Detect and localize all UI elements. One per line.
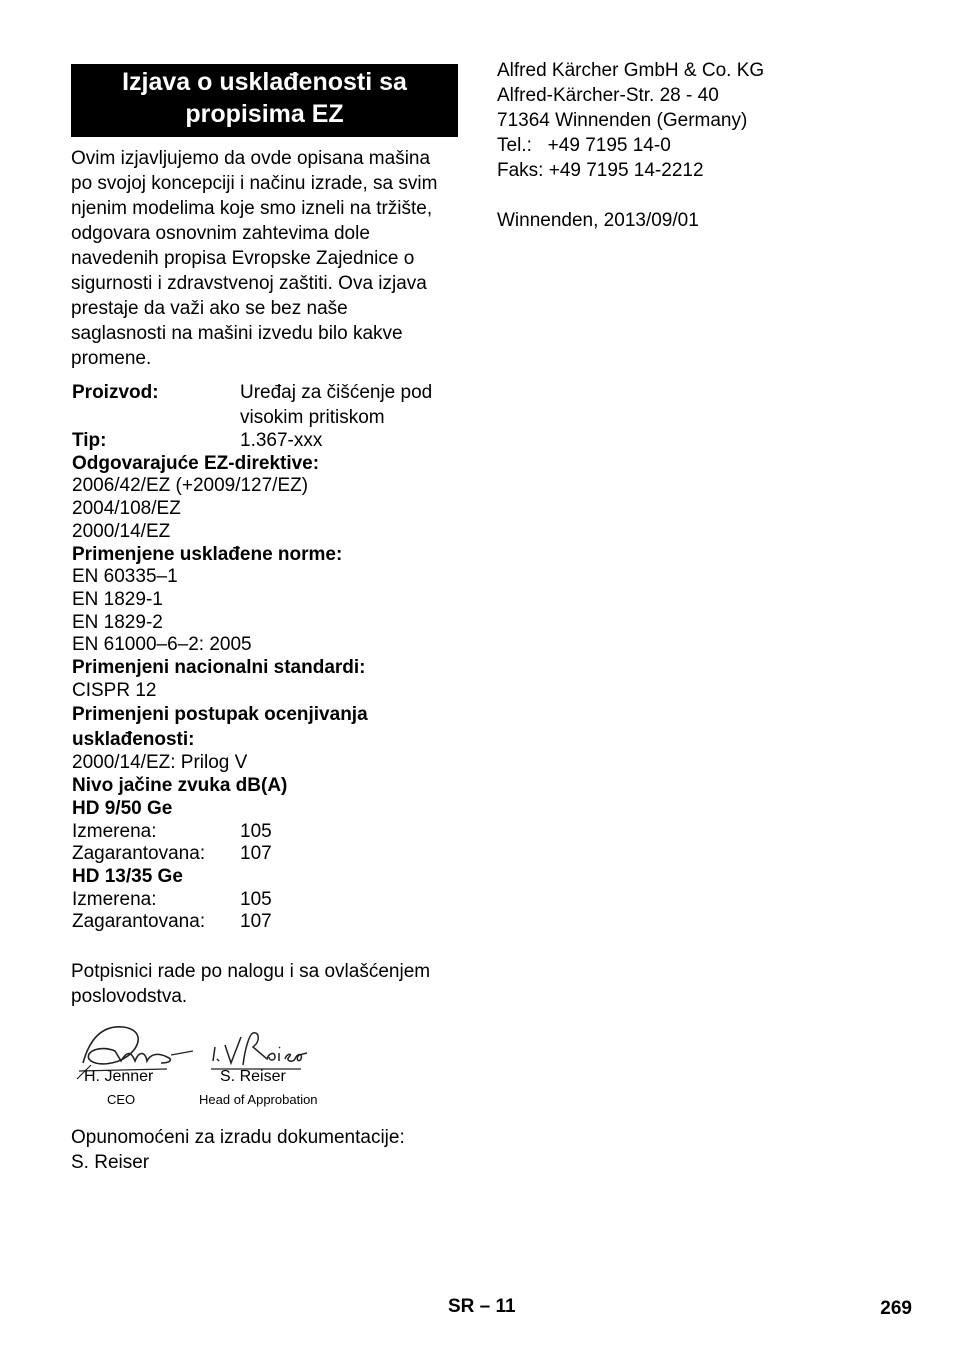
national-heading: Primenjeni nacionalni standardi: — [72, 657, 366, 679]
product-value-line-2: visokim pritiskom — [240, 407, 385, 428]
title-line-2: propisima EZ — [185, 100, 344, 128]
documentation-note — [71, 1125, 458, 1175]
signer-name: S. Reiser — [220, 1068, 286, 1086]
directive-item: 2004/108/EZ — [72, 498, 181, 520]
model-name: HD 9/50 Ge — [72, 797, 173, 819]
procedure-heading-line-1: Primenjeni postupak ocenjivanja — [72, 704, 368, 726]
product-value-line-1: Uređaj za čišćenje pod — [240, 382, 433, 403]
measured-value: 105 — [240, 820, 272, 842]
product-label: Proizvod: — [72, 382, 159, 403]
spacer — [497, 183, 917, 208]
intro-line: promene. — [71, 348, 152, 369]
signers-note-line-2: poslovodstva. — [71, 986, 188, 1008]
guaranteed-value: 107 — [240, 843, 272, 865]
documentation-line-2: S. Reiser — [71, 1152, 150, 1174]
guaranteed-label: Zagarantovana: — [72, 911, 206, 933]
guaranteed-label: Zagarantovana: — [72, 843, 206, 865]
intro-line: prestaje da važi ako se bez naše — [71, 298, 348, 319]
street-address: Alfred-Kärcher-Str. 28 - 40 — [497, 85, 719, 106]
intro-line: navedenih propisa Evropske Zajednice o — [71, 248, 415, 269]
measured-label: Izmerena: — [72, 820, 157, 842]
place-date: Winnenden, 2013/09/01 — [497, 210, 699, 231]
product-value — [240, 380, 458, 430]
signers-note-line-1: Potpisnici rade po nalogu i sa ovlašćenjem — [71, 961, 431, 983]
signer-name: H. Jenner — [84, 1068, 154, 1086]
intro-line: odgovara osnovnim zahtevima dole — [71, 223, 370, 244]
intro-line: sigurnosti i zdravstvenoj zaštiti. Ova izjava — [71, 273, 427, 294]
intro-line: po svojoj koncepciji i načinu izrade, sa svim — [71, 173, 438, 194]
page-title — [71, 64, 458, 137]
norm-item: EN 1829-2 — [72, 611, 163, 633]
left-column — [71, 64, 458, 1175]
measured-row — [72, 889, 458, 912]
intro-paragraph — [71, 146, 458, 371]
intro-line: saglasnosti na mašini izvedu bilo kakve — [71, 323, 403, 344]
documentation-line-1: Opunomoćeni za izradu dokumentacije: — [71, 1127, 405, 1149]
guaranteed-row — [72, 911, 458, 934]
measured-label: Izmerena: — [72, 888, 157, 910]
norm-item: EN 1829-1 — [72, 588, 163, 610]
title-line-1: Izjava o usklađenosti sa — [122, 68, 407, 96]
guaranteed-row — [72, 843, 458, 866]
fax: Faks: +49 7195 14-2212 — [497, 160, 704, 181]
directive-item: 2000/14/EZ — [72, 520, 171, 542]
norms-heading: Primenjene usklađene norme: — [72, 543, 343, 565]
page-number: 269 — [880, 1298, 912, 1319]
company-name: Alfred Kärcher GmbH & Co. KG — [497, 60, 765, 81]
norm-item: EN 61000–6–2: 2005 — [72, 634, 252, 656]
directive-item: 2006/42/EZ (+2009/127/EZ) — [72, 475, 309, 497]
specs-block — [72, 380, 458, 934]
intro-line: Ovim izjavljujemo da ovde opisana mašina — [71, 148, 431, 169]
guaranteed-value: 107 — [240, 911, 272, 933]
directives-heading: Odgovarajuće EZ-direktive: — [72, 452, 320, 474]
sound-heading: Nivo jačine zvuka dB(A) — [72, 775, 288, 797]
measured-value: 105 — [240, 888, 272, 910]
norm-item: EN 60335–1 — [72, 566, 178, 588]
measured-row — [72, 821, 458, 844]
intro-line: njenim modelima koje smo izneli na tržište, — [71, 198, 433, 219]
product-row — [72, 380, 458, 430]
procedure-item: 2000/14/EZ: Prilog V — [72, 752, 248, 774]
footer-section-label: SR – 11 — [448, 1296, 516, 1317]
signer-role: CEO — [107, 1092, 136, 1108]
type-value: 1.367-xxx — [240, 430, 323, 451]
type-row — [72, 430, 458, 453]
phone: Tel.: +49 7195 14-0 — [497, 135, 671, 156]
type-label: Tip: — [72, 430, 107, 451]
right-column — [497, 58, 917, 233]
city-address: 71364 Winnenden (Germany) — [497, 110, 748, 131]
procedure-heading-line-2: usklađenosti: — [72, 729, 195, 751]
signature-area — [71, 1021, 458, 1125]
signers-note — [71, 959, 458, 1009]
national-item: CISPR 12 — [72, 679, 157, 701]
model-name: HD 13/35 Ge — [72, 865, 183, 887]
signer-role: Head of Approbation — [199, 1092, 318, 1108]
